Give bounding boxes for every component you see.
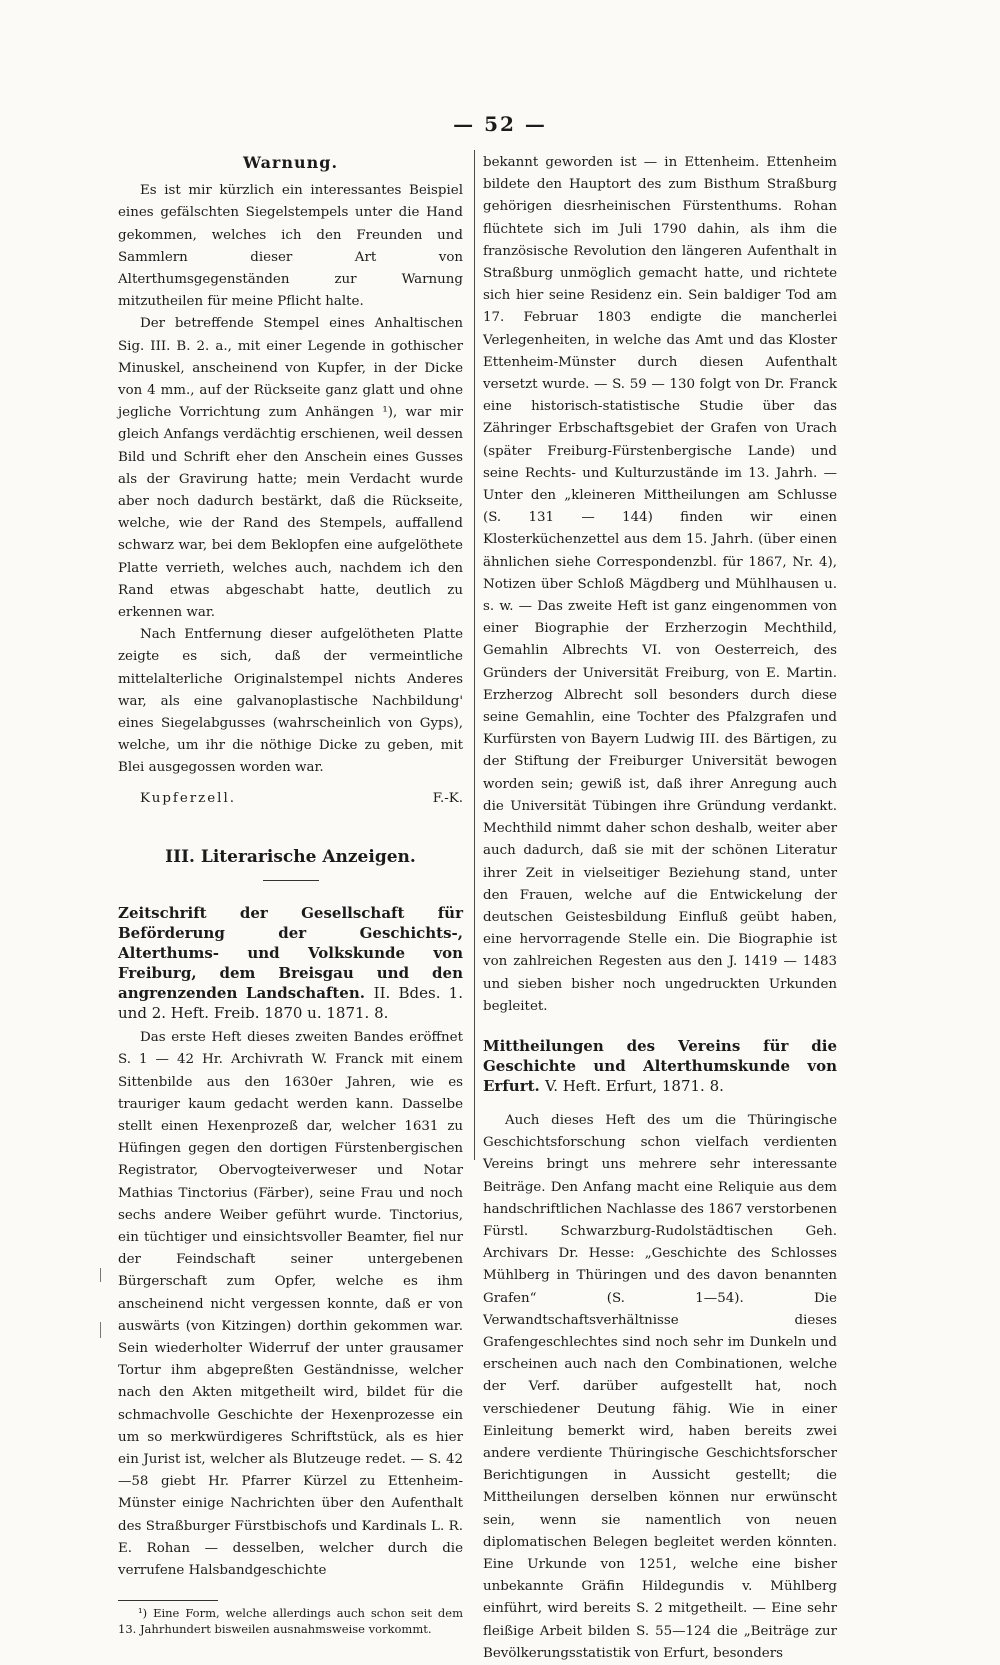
- article-2-meta: V. Heft. Erfurt, 1871. 8.: [544, 1076, 724, 1095]
- warning-paragraph-1: Es ist mir kürzlich ein interessantes Beispiel eines gefälschten Siegelstempels unter die Hand gekommen, welches ich den Freunden und Sammlern dieser Art von Alterthumsgegenständen zur Warnung mitzutheilen für meine Pflicht halte.: [118, 183, 463, 310]
- article-1-paragraph: Das erste Heft dieses zweiten Bandes eröffnet S. 1 — 42 Hr. Archivrath W. Franck mit einem Sittenbilde aus den 1630er Jahren, wie es trauriger kaum gedacht werden kann. Dasselbe stellt einen Hexenprozeß dar, welcher 1631 zu Hüfingen gegen den dortigen Fürstenbergischen Registrator, Obervogteiverweser und Notar Mathias Tinctorius (Färber), seine Frau und noch sechs andere Weiber geführt wurde. Tinctorius, ein tüchtiger und einsichtsvoller Beamter, fiel nur der Feindschaft seiner untergebenen Bürgerschaft zum Opfer, welche es ihm anscheinend nicht vergessen konnte, daß er von auswärts (von Kitzingen) dorthin gekommen war. Sein wiederholter Widerruf der unter grausamer Tortur ihm abgepreßten Geständnisse, welcher nach den Akten mitgetheilt wird, bildet für die schmachvolle Geschichte der Hexenprozesse ein um so merkwürdigeres Schriftstück, als es hier ein Jurist ist, welcher als Blutzeuge redet. — S. 42—58 giebt Hr. Pfarrer Kürzel zu Ettenheim-Münster einige Nachrichten über den Aufenthalt des Straßburger Fürstbischofs und Kardinals L. R. E. Rohan — desselben, welcher durch die verrufene Halsbandgeschichte: [118, 1030, 463, 1578]
- article-2-paragraph: Auch dieses Heft des um die Thüringische Geschichtsforschung schon vielfach verdienten Vereins bringt uns mehrere sehr interessante Beiträge. Den Anfang macht eine Reliquie aus dem handschriftlichen Nachlasse des 1867 verstorbenen Fürstl. Schwarzburg-Rudolstädtischen Geh. Archivars Dr. Hesse: „Geschichte des Schlosses Mühlberg in Thüringen und des davon benannten Grafen“ (S. 1—54). Die Verwandtschaftsverhältnisse dieses Grafengeschlechtes sind noch sehr im Dunkeln und erscheinen auch nach den Combinationen, welche der Verf. darüber aufgestellt hat, noch verschiedener Deutung fähig. Wie in einer Einleitung bemerkt wird, haben bereits zwei andere verdiente Thüringische Geschichtsforscher Berichtigungen in Aussicht gestellt; die Mittheilungen derselben können nur erwünscht sein, wenn sie namentlich von neuen diplomatischen Belegen begleitet werden könnten. Eine Urkunde von 1251, welche eine bisher unbekannte Gräfin Hildegundis v. Mühlberg einführt, wird bereits S. 2 mitgetheilt. — Eine sehr fleißige Arbeit bilden S. 55—124 die „Beiträge zur Bevölkerungsstatistik von Erfurt, besonders: [483, 1112, 837, 1661]
- article-1-continuation: bekannt geworden ist — in Ettenheim. Ettenheim bildete den Hauptort des zum Bisthum Straßburg gehörigen diesrheinischen Fürstenthums. Rohan flüchtete sich im Juli 1790 dahin, als ihm die französische Revolution den längeren Aufenthalt in Straßburg unmöglich gemacht hatte, und richtete sich hier seine Residenz ein. Sein baldiger Tod am 17. Februar 1803 endigte die mancherlei Verlegenheiten, in welche das Amt und das Kloster Ettenheim-Münster durch diesen Aufenthalt versetzt wurde. — S. 59 — 130 folgt von Dr. Franck eine historisch-statistische Studie über das Zähringer Erbschaftsgebiet der Grafen von Urach (später Freiburg-Fürstenbergische Lande) und seine Rechts- und Kulturzustände im 13. Jahrh. — Unter den „kleineren Mittheilungen am Schlusse (S. 131 — 144) finden wir einen Klosterküchenzettel aus dem 15. Jahrh. (über einen ähnlichen siehe Correspondenzbl. für 1867, Nr. 4), Notizen über Schloß Mägdberg und Mühlhausen u. s. w. — Das zweite Heft ist ganz eingenommen von einer Biographie der Erzherzogin Mechthild, Gemahlin Albrechts VI. von Oesterreich, des Gründers der Universität Freiburg, von E. Martin. Erzherzog Albrecht soll besonders durch diese seine Gemahlin, eine Tochter des Pfalzgrafen und Kurfürsten von Bayern Ludwig III. des Bärtigen, zu der Stiftung der Freiburger Universität bewogen worden sein; gewiß ist, daß ihrer Anregung auch die Universität Tübingen ihre Gründung verdankt. Mechthild nimmt daher schon deshalb, weiter aber auch dadurch, daß sie mit der schönen Literatur ihrer Zeit in vielseitiger Beziehung stand, unter den Frauen, welche auf die Entwickelung der deutschen Geistesbildung Einfluß geübt haben, eine hervorragende Stelle ein. Die Biographie ist von zahlreichen Regesten aus den J. 1419 — 1483 und sieben bisher noch ungedruckten Urkunden begleitet.: [483, 155, 837, 1014]
- article-2-title-text: Mittheilungen des Vereins für die Geschichte und Alterthumskunde von Erfurt.: [483, 1036, 837, 1095]
- signature-place: Kupferzell.: [140, 790, 236, 806]
- signature-line: [118, 788, 463, 810]
- article-1-meta: II. Bdes. 1. und 2. Heft. Freib. 1870 u. 1871. 8.: [118, 984, 463, 1023]
- signature-initials: F.-K.: [432, 790, 463, 806]
- column-divider: [474, 150, 475, 1160]
- section-heading: III. Literarische Anzeigen.: [165, 846, 416, 867]
- article-2-title: [483, 1036, 837, 1096]
- article-1-title-text: Zeitschrift der Gesellschaft für Beförderung der Geschichts-, Alterthums- und Volkskunde von Freiburg, dem Breisgau und den angrenzenden Landschaften.: [118, 904, 463, 1003]
- footnote-divider: [118, 1600, 218, 1601]
- margin-mark: [100, 1322, 101, 1338]
- right-column: [483, 152, 837, 1665]
- section-divider: [263, 880, 319, 881]
- warning-paragraph-3: Nach Entfernung dieser aufgelötheten Platte zeigte es sich, daß der vermeintliche mittelalterliche Originalstempel nichts Anderes war, als eine galvanoplastische Nachbildung' eines Siegelabgusses (wahrscheinlich von Gyps), welche, um ihr die nöthige Dicke zu geben, mit Blei ausgegossen worden war.: [118, 627, 463, 776]
- footnote: ¹) Eine Form, welche allerdings auch schon seit dem 13. Jahrhundert bisweilen ausnahmsweise vorkommt.: [118, 1606, 463, 1637]
- page-number: — 52 —: [453, 112, 547, 136]
- warning-paragraph-2: Der betreffende Stempel eines Anhaltischen Sig. III. B. 2. a., mit einer Legende in gothischer Minuskel, anscheinend von Kupfer, in der Dicke von 4 mm., auf der Rückseite ganz glatt und ohne jegliche Vorrichtung zum Anhängen ¹), war mir gleich Anfangs verdächtig erschienen, weil dessen Bild und Schrift eher den Anschein eines Gusses als der Gravirung hatte; mein Verdacht wurde aber noch dadurch bestärkt, daß die Rückseite, welche, wie der Rand des Stempels, auffallend schwarz war, bei dem Beklopfen eine aufgelöthete Platte verrieth, welches auch, nachdem ich den Rand etwas abgeschabt hatte, deutlich zu erkennen war.: [118, 316, 463, 621]
- left-column: [118, 150, 463, 1637]
- margin-mark: [100, 1268, 101, 1282]
- warning-heading: Warnung.: [242, 153, 339, 172]
- article-1-title: [118, 903, 463, 1023]
